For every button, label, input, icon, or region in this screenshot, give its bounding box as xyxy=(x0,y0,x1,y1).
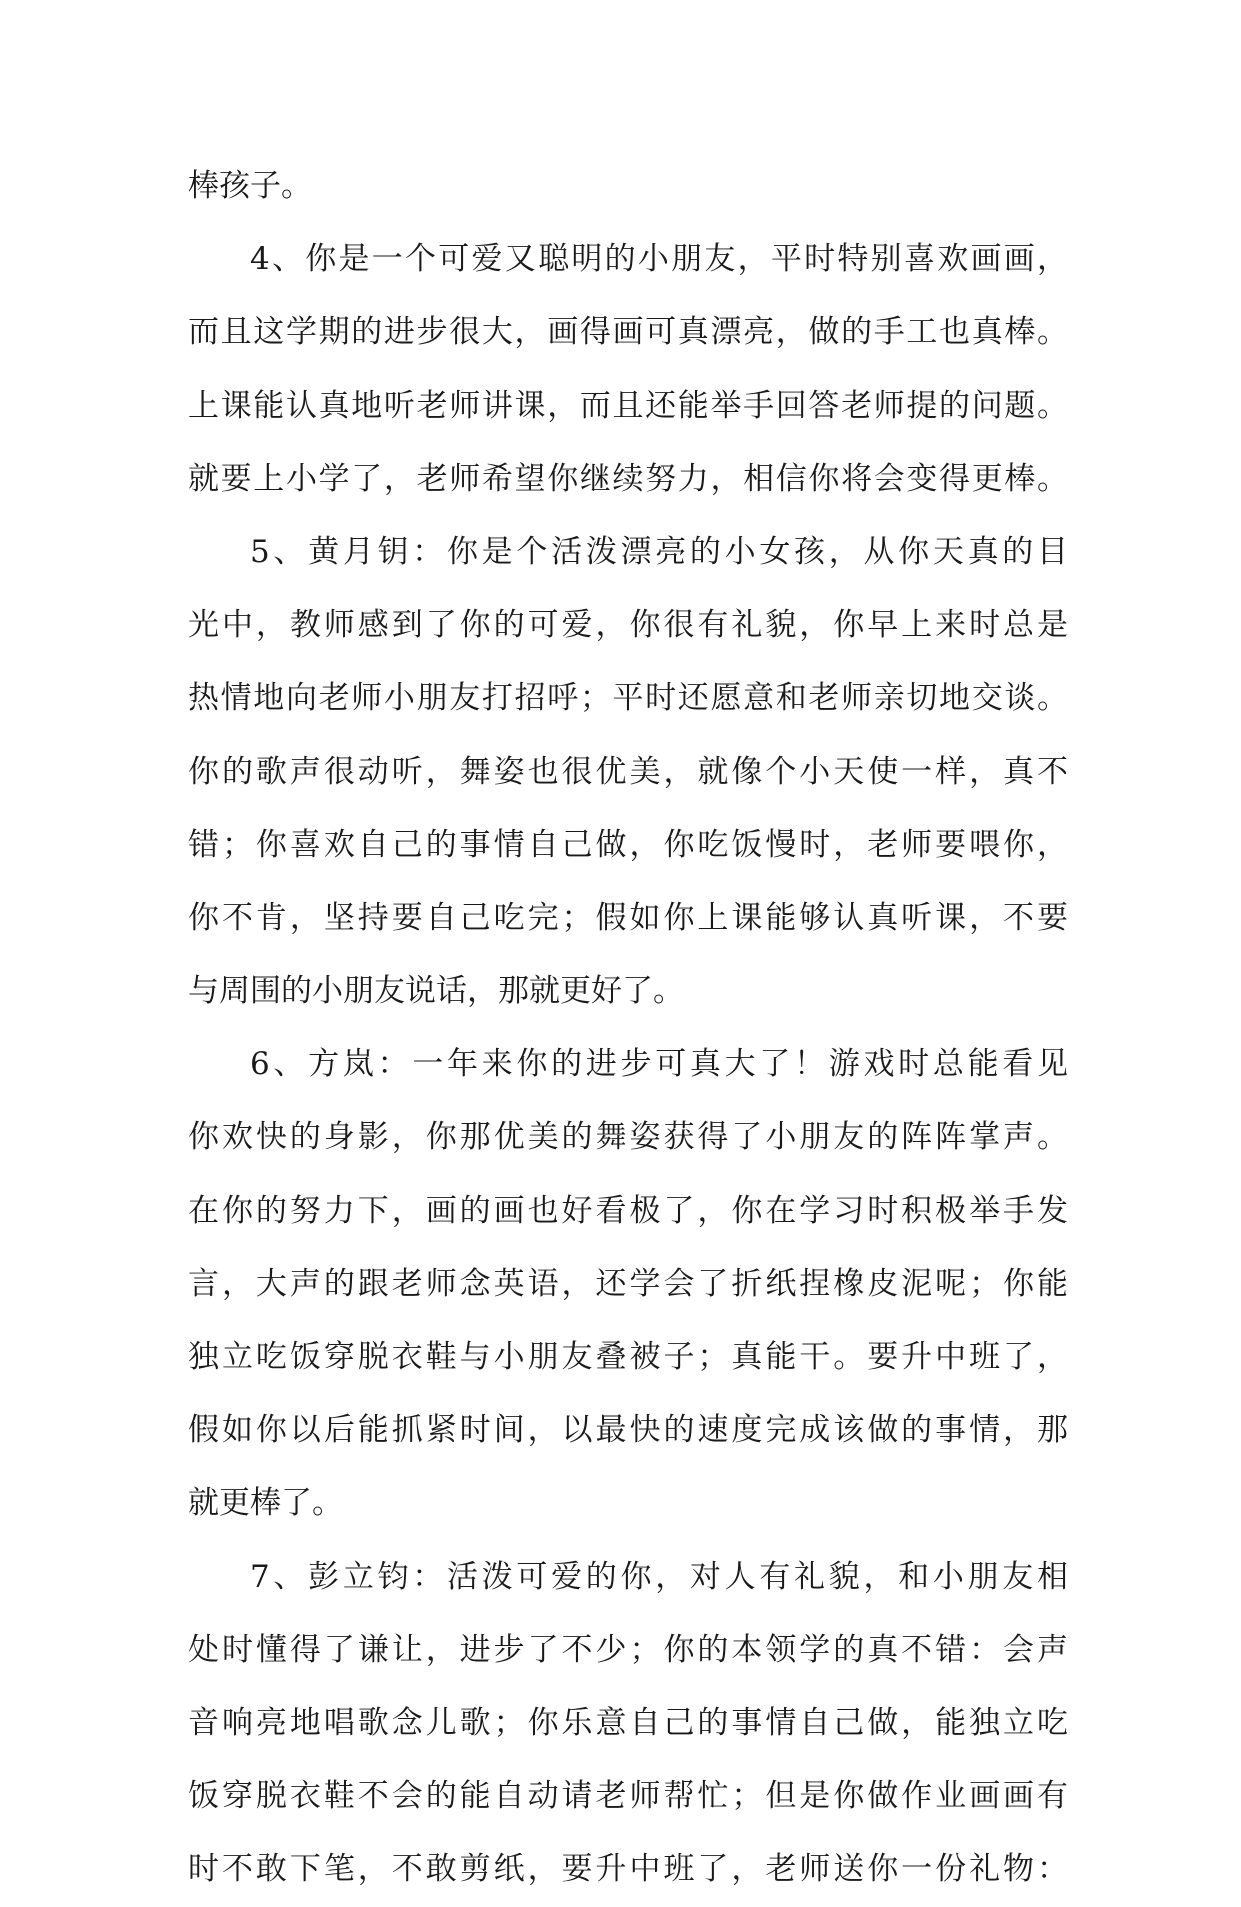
text-line: 棒孩子。 xyxy=(188,168,312,204)
text-line: 时不敢下笔，不敢剪纸，要升中班了，老师送你一份礼物： xyxy=(188,1851,1068,1888)
text-line: 你的歌声很动听，舞姿也很优美，就像个小天使一样，真不 xyxy=(188,753,1068,790)
text-line: 而且这学期的进步很大，画得画可真漂亮，做的手工也真棒。 xyxy=(188,314,1068,351)
text-line: 你不肯，坚持要自己吃完；假如你上课能够认真听课，不要 xyxy=(188,899,1068,936)
paragraph-6-first-line: 6、方岚：一年来你的进步可真大了！游戏时总能看见 xyxy=(250,1046,1068,1083)
text-line: 独立吃饭穿脱衣鞋与小朋友叠被子；真能干。要升中班了， xyxy=(188,1339,1068,1375)
text-line: 音响亮地唱歌念儿歌；你乐意自己的事情自己做，能独立吃 xyxy=(188,1704,1068,1741)
text-line: 你欢快的身影，你那优美的舞姿获得了小朋友的阵阵掌声。 xyxy=(188,1119,1068,1156)
text-line: 热情地向老师小朋友打招呼；平时还愿意和老师亲切地交谈。 xyxy=(188,680,1068,717)
body-text xyxy=(188,150,1068,1907)
text-line: 与周围的小朋友说话，那就更好了。 xyxy=(188,973,684,1010)
paragraph-5-first-line: 5、黄月钥：你是个活泼漂亮的小女孩，从你天真的目 xyxy=(250,533,1068,570)
text-line: 错；你喜欢自己的事情自己做，你吃饭慢时，老师要喂你， xyxy=(188,826,1068,863)
paragraph-4-first-line: 4、你是一个可爱又聪明的小朋友，平时特别喜欢画画， xyxy=(250,241,1068,278)
text-line: 在你的努力下，画的画也好看极了，你在学习时积极举手发 xyxy=(188,1192,1068,1229)
text-line: 假如你以后能抓紧时间，以最快的速度完成该做的事情，那 xyxy=(188,1412,1068,1449)
text-line: 就要上小学了，老师希望你继续努力，相信你将会变得更棒。 xyxy=(188,460,1068,497)
text-line: 就更棒了。 xyxy=(188,1485,343,1522)
text-line: 饭穿脱衣鞋不会的能自动请老师帮忙；但是你做作业画画有 xyxy=(188,1778,1068,1815)
text-line: 处时懂得了谦让，进步了不少；你的本领学的真不错：会声 xyxy=(188,1631,1068,1668)
text-line: 言，大声的跟老师念英语，还学会了折纸捏橡皮泥呢；你能 xyxy=(188,1265,1068,1302)
text-line: 光中，教师感到了你的可爱，你很有礼貌，你早上来时总是 xyxy=(188,607,1068,644)
paragraph-7-first-line: 7、彭立钧：活泼可爱的你，对人有礼貌，和小朋友相 xyxy=(250,1558,1068,1595)
text-line: 上课能认真地听老师讲课，而且还能举手回答老师提的问题。 xyxy=(188,387,1068,424)
